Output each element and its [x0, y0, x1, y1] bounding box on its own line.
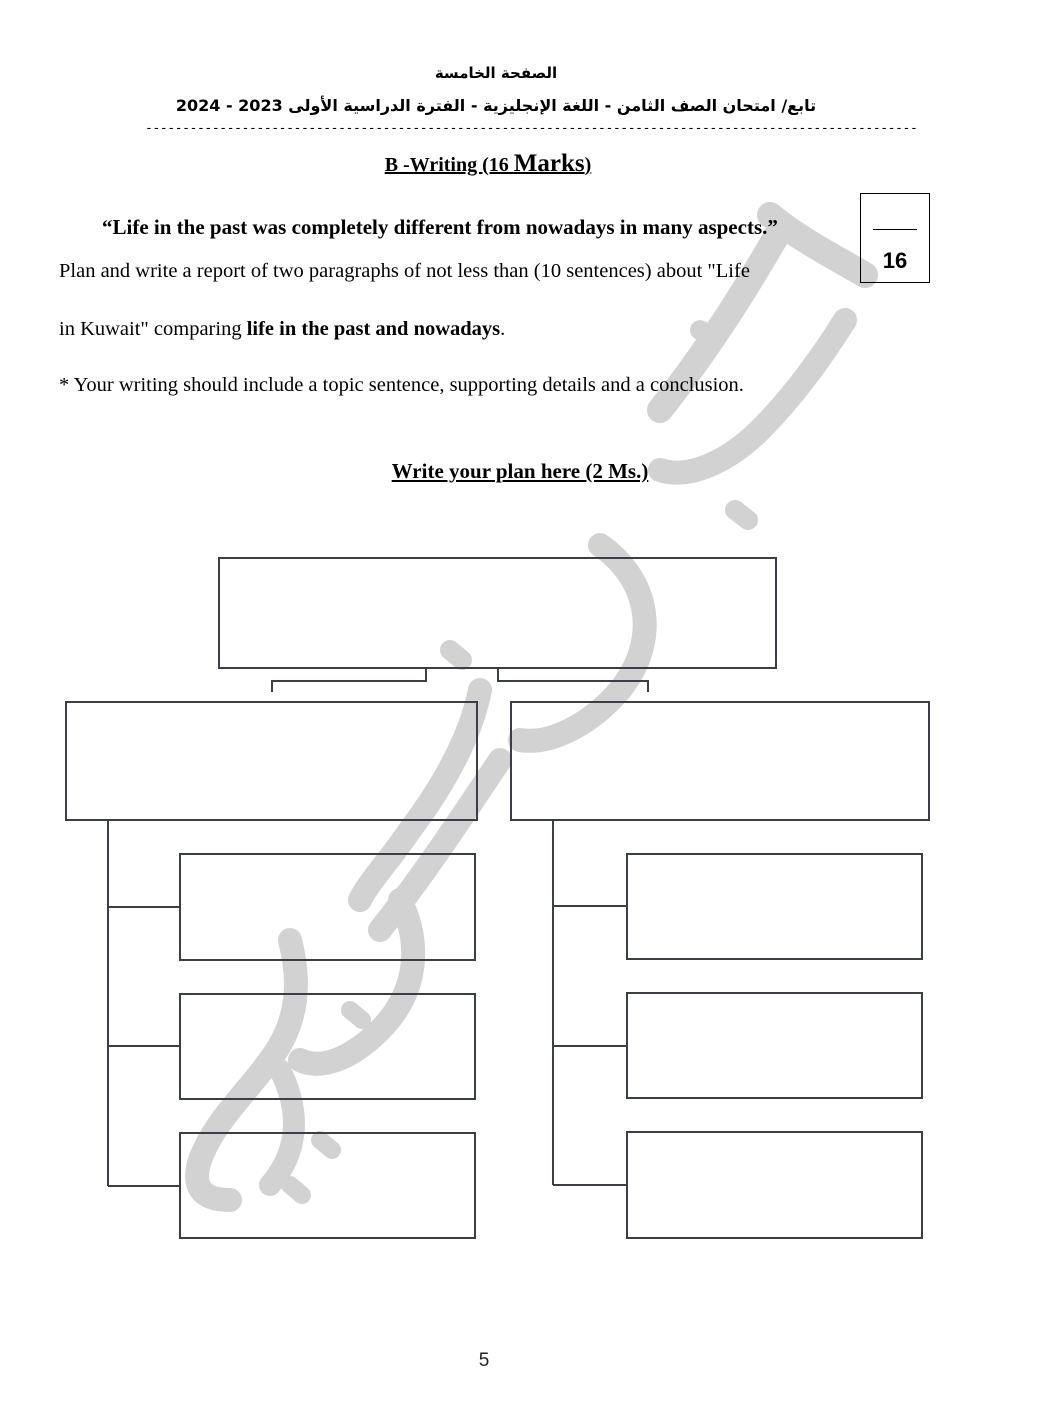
section-title-suffix: ) [584, 154, 592, 176]
plan-right-detail-box-3[interactable] [626, 1131, 923, 1239]
plan-right-main-box[interactable] [510, 701, 930, 821]
topic-quote: “Life in the past was completely different from nowadays in many aspects.” [102, 215, 778, 239]
task-line-2-start: in Kuwait" comparing [59, 318, 247, 340]
section-title-marks: Marks [513, 150, 585, 177]
task-line-1: Plan and write a report of two paragraphs of not less than (10 sentences) about "Life [59, 260, 750, 282]
plan-topic-box[interactable] [218, 557, 777, 669]
page-number: 5 [478, 1350, 490, 1371]
plan-left-main-box[interactable] [65, 701, 478, 821]
plan-title: Write your plan here (2 Ms.) [391, 459, 649, 483]
marks-total: 16 [882, 248, 908, 273]
exam-title: تابع/ امتحان الصف الثامن - اللغة الإنجليزية - الفترة الدراسية الأولى 2023 - 2024 [175, 96, 817, 115]
task-line-2-emphasis: life in the past and nowadays [246, 318, 501, 340]
section-title-prefix: B -Writing (16 [384, 154, 514, 176]
task-line-2-end: . [500, 318, 506, 340]
plan-right-detail-box-1[interactable] [626, 853, 923, 960]
page-label: الصفحة الخامسة [434, 64, 558, 82]
plan-right-detail-box-2[interactable] [626, 992, 923, 1099]
header-separator: -------------------------------------------------------------------------------------------------------- [145, 121, 918, 136]
plan-left-detail-box-2[interactable] [179, 993, 476, 1100]
plan-left-detail-box-3[interactable] [179, 1132, 476, 1239]
task-note: * Your writing should include a topic sentence, supporting details and a conclusion. [59, 374, 744, 396]
plan-left-detail-box-1[interactable] [179, 853, 476, 961]
